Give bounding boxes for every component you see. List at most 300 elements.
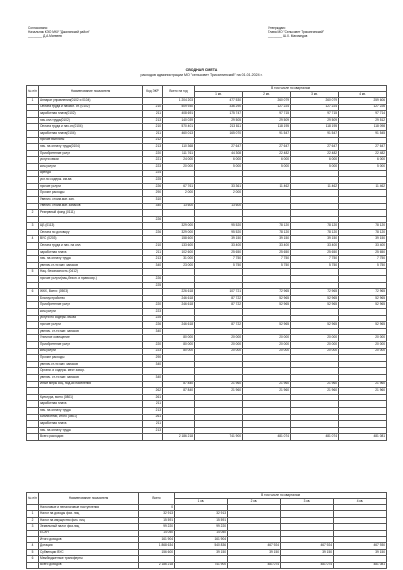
document-subtitle: расходов администрации МО "сельсовет Трисангинский" на 01.01.2024 г. (140, 73, 263, 77)
table-cell: 0 (139, 505, 175, 511)
table-cell (339, 361, 387, 368)
table-cell (195, 407, 243, 414)
table-cell: Оплата труда и нач. на опл. (39, 243, 143, 250)
table-cell: Уличное освещение (39, 335, 143, 342)
table-cell: 224 (143, 170, 163, 177)
table-cell: Резервный фонд (0111) (39, 210, 143, 217)
table-row (27, 355, 387, 362)
table-cell: 210 (143, 124, 163, 131)
table-cell: 127 224 (243, 104, 291, 111)
table-cell (27, 414, 39, 421)
table-cell (163, 368, 195, 375)
table-cell: 1 (27, 98, 39, 105)
table-cell: ЖКХ, Всего: (0503) (39, 289, 143, 296)
table-cell: Увелич. стоим.мат. запасов (39, 203, 143, 210)
table-cell: 467 924 (281, 543, 334, 549)
table-cell: 2 000 (163, 190, 195, 197)
table-cell (163, 170, 195, 177)
table-cell: 21 960 (195, 388, 243, 395)
table-cell: 78 120 (339, 223, 387, 230)
table-cell (27, 328, 39, 335)
table-cell: Межбюджетные трансферты (39, 556, 139, 562)
table-cell (39, 282, 143, 289)
table-cell (339, 190, 387, 197)
table-cell (163, 361, 195, 368)
table-cell (195, 216, 243, 223)
table-cell: Культура, всего (0801) (39, 394, 143, 401)
approval-block-right (268, 26, 388, 38)
table-cell: 127 226 (339, 104, 387, 111)
table-cell: 20 000 (291, 335, 339, 342)
approval-right-line-1: Утверждаю: (268, 26, 286, 30)
table-cell: 7 750 (291, 256, 339, 263)
table-cell: 107 721 (195, 289, 243, 296)
table-cell: Дотация (39, 543, 139, 549)
table-cell: 29 509 (291, 117, 339, 124)
table-cell: нач. на оплату труда (39, 407, 143, 414)
table-cell: 481 074 (243, 434, 291, 441)
table-cell: 467 930 (334, 543, 387, 549)
table-cell: 481 074 (281, 562, 334, 568)
col-header-q1: 1 кв. (195, 92, 243, 98)
table-cell (195, 276, 243, 283)
table-cell: заработная плата (39, 249, 143, 256)
table-cell: 213 (143, 427, 163, 434)
table-cell (27, 117, 39, 124)
table-cell: 211 (143, 249, 163, 256)
table-row (27, 309, 387, 316)
table-cell (143, 295, 163, 302)
table-cell: прочие выплаты (39, 137, 143, 144)
table-cell: Приобретение услуг (39, 150, 143, 157)
table-cell (339, 421, 387, 428)
table-cell: 25 650 (291, 249, 339, 256)
table-cell: 20 000 (195, 335, 243, 342)
table-cell (27, 374, 39, 381)
table-row (27, 190, 387, 197)
income-header-name: Наименование показателя (39, 493, 139, 505)
table-cell: увелич. ст-ти мат. запасов (39, 374, 143, 381)
table-cell: заработная плата (39, 401, 143, 408)
table-row (27, 183, 387, 190)
table-cell (339, 368, 387, 375)
table-cell (27, 434, 39, 441)
col-header-code: Код ЭКР (143, 86, 163, 98)
table-cell (243, 282, 291, 289)
table-cell (163, 282, 195, 289)
table-cell (39, 388, 143, 395)
table-cell: 80 000 (163, 341, 195, 348)
table-cell: 118 098 (339, 124, 387, 131)
table-cell: Оплата труда и нач.от.(0104) (39, 124, 143, 131)
table-cell: 1 868 634 (139, 543, 175, 549)
table-cell: 99 220 (139, 524, 175, 530)
table-cell: 22 482 (291, 150, 339, 157)
table-cell (27, 295, 39, 302)
table-cell: 5 750 (243, 262, 291, 269)
table-cell: 33 400 (243, 243, 291, 250)
table-cell: 6 000 (291, 157, 339, 164)
table-cell (243, 177, 291, 184)
table-cell: 31 000 (163, 256, 195, 263)
table-cell (339, 414, 387, 421)
table-cell: 481 074 (228, 562, 281, 568)
table-cell (27, 388, 39, 395)
table-cell (27, 394, 39, 401)
table-cell (163, 137, 195, 144)
table-cell (195, 414, 243, 421)
table-cell (339, 394, 387, 401)
table-cell: 21 960 (291, 381, 339, 388)
table-cell: Оплата труда и начисл. от. (0102) (39, 104, 143, 111)
table-cell (291, 282, 339, 289)
table-cell (27, 276, 39, 283)
table-cell: 290 (143, 355, 163, 362)
table-cell: Итого доходов (39, 536, 139, 542)
table-cell: 27 647 (195, 144, 243, 151)
table-cell (243, 394, 291, 401)
table-cell (243, 315, 291, 322)
table-cell: 52 965 (243, 322, 291, 329)
table-cell: 340 (143, 361, 163, 368)
table-cell: 78 120 (243, 229, 291, 236)
table-cell: 221 (143, 157, 163, 164)
income-table-body (27, 505, 387, 569)
table-cell: 25 650 (339, 249, 387, 256)
table-row (27, 124, 387, 131)
table-cell (27, 216, 39, 223)
table-cell (243, 328, 291, 335)
table-cell (291, 355, 339, 362)
table-cell (27, 130, 39, 137)
table-row (27, 381, 387, 388)
table-cell (291, 269, 339, 276)
table-cell (27, 163, 39, 170)
table-cell: ВУС (0203) (39, 236, 143, 243)
table-cell: ЕСХН (39, 530, 139, 536)
table-cell: 80 000 (163, 348, 195, 355)
table-cell: 1 204 203 (163, 98, 195, 105)
table-cell: 11 462 (243, 183, 291, 190)
table-cell: 20 000 (195, 341, 243, 348)
table-cell: 21 960 (243, 388, 291, 395)
table-cell (195, 368, 243, 375)
table-cell: 310 (143, 196, 163, 203)
table-cell: 225 (143, 315, 163, 322)
table-cell: 7 750 (195, 256, 243, 263)
table-row (27, 104, 387, 111)
table-cell: Приобретение услуг (39, 302, 143, 309)
table-cell (27, 355, 39, 362)
table-cell: 52 965 (291, 302, 339, 309)
table-cell: 213 (143, 144, 163, 151)
table-cell: услуги по содерж. им-ва (39, 315, 143, 322)
table-cell (339, 276, 387, 283)
table-cell: 95 520 (195, 229, 243, 236)
table-cell: нач. на оплату труда (39, 427, 143, 434)
table-cell: 44 308 (195, 150, 243, 157)
table-cell: 39 150 (243, 236, 291, 243)
table-cell: 226 (143, 229, 163, 236)
table-cell: 99 220 (175, 524, 228, 530)
table-cell: 161 904 (139, 536, 175, 542)
table-cell (27, 381, 39, 388)
table-cell (27, 421, 39, 428)
table-cell: увелич. ст-ти мат. запасов (39, 328, 143, 335)
table-row (27, 289, 387, 296)
income-header-q1: 1 кв. (175, 499, 228, 505)
table-cell: 260 079 (243, 98, 291, 105)
table-cell: 477 530 (195, 98, 243, 105)
table-cell (243, 216, 291, 223)
table-cell: 210 (143, 104, 163, 111)
table-cell: 23 000 (163, 262, 195, 269)
table-cell (291, 203, 339, 210)
table-cell: 213 811 (195, 124, 243, 131)
table-cell: 213 (143, 407, 163, 414)
table-cell (243, 210, 291, 217)
table-cell (27, 322, 39, 329)
table-cell (291, 407, 339, 414)
table-cell: 52 965 (243, 295, 291, 302)
table-cell: 110 368 (163, 144, 195, 151)
income-header-q2: 2 кв. (228, 499, 281, 505)
table-row (27, 216, 387, 223)
table-cell: 213 (143, 256, 163, 263)
table-cell: заработная плата (39, 421, 143, 428)
table-cell (27, 137, 39, 144)
table-cell (195, 401, 243, 408)
table-cell: 39 150 (334, 549, 387, 555)
table-cell: 33 400 (195, 243, 243, 250)
table-row (27, 130, 387, 137)
table-cell: 20 000 (243, 341, 291, 348)
table-row (27, 196, 387, 203)
income-header-total: Всего (139, 493, 175, 505)
table-cell: 408 691 (163, 111, 195, 118)
table-cell (27, 427, 39, 434)
table-cell: 340 (143, 262, 163, 269)
table-cell: 97 715 (243, 111, 291, 118)
table-cell: 246 618 (163, 322, 195, 329)
table-cell (163, 315, 195, 322)
table-cell: 11 462 (339, 183, 387, 190)
table-cell: 52 965 (339, 302, 387, 309)
table-cell: 210 (143, 243, 163, 250)
table-row (27, 401, 387, 408)
document-title: СВОДНАЯ СМЕТА (185, 68, 218, 72)
table-cell (27, 262, 39, 269)
table-cell: 2 186 218 (139, 562, 175, 568)
table-cell: 21 960 (243, 381, 291, 388)
table-cell (195, 282, 243, 289)
table-row (27, 394, 387, 401)
table-cell (291, 190, 339, 197)
table-cell: 97 715 (291, 111, 339, 118)
table-cell (163, 328, 195, 335)
table-cell: 223 (143, 163, 163, 170)
table-cell: 78 120 (291, 223, 339, 230)
table-cell: 27 647 (339, 144, 387, 151)
table-cell (143, 289, 163, 296)
table-cell (291, 427, 339, 434)
table-row (27, 111, 387, 118)
table-cell (243, 355, 291, 362)
table-cell: 329 000 (163, 229, 195, 236)
table-cell: 127 224 (291, 104, 339, 111)
table-cell (143, 434, 163, 441)
table-cell (27, 124, 39, 131)
table-cell (291, 177, 339, 184)
table-cell: 32 913 (139, 511, 175, 517)
table-cell: 95 520 (195, 223, 243, 230)
table-cell: Всего доходов (39, 562, 139, 568)
table-cell: 7 750 (339, 256, 387, 263)
table-cell (291, 210, 339, 217)
table-cell (163, 276, 195, 283)
table-row (27, 322, 387, 329)
table-cell (243, 203, 291, 210)
table-cell (243, 170, 291, 177)
table-cell: 5 750 (195, 262, 243, 269)
table-cell: 80 000 (163, 335, 195, 342)
table-cell: 33 361 (195, 183, 243, 190)
table-cell: 509 930 (163, 104, 195, 111)
table-cell (339, 170, 387, 177)
table-cell: 39 150 (281, 549, 334, 555)
table-cell (195, 210, 243, 217)
table-cell (143, 269, 163, 276)
table-cell: 261 (143, 414, 163, 421)
table-cell: нач. на оплату труда (39, 256, 143, 263)
table-cell: 97 714 (339, 111, 387, 118)
table-cell (27, 144, 39, 151)
table-cell (27, 315, 39, 322)
table-cell: 20 000 (195, 348, 243, 355)
table-cell (143, 98, 163, 105)
table-cell: 140 039 (163, 117, 195, 124)
table-cell: 460 013 (163, 130, 195, 137)
table-cell: 15 591 (175, 517, 228, 523)
table-row (27, 98, 387, 105)
table-cell (195, 269, 243, 276)
table-cell: 11 462 (291, 183, 339, 190)
table-cell: 20 000 (291, 341, 339, 348)
table-cell: 14 050 (139, 530, 175, 536)
table-cell (195, 394, 243, 401)
table-cell: 223 (143, 348, 163, 355)
table-cell (27, 157, 39, 164)
table-cell: 52 965 (339, 322, 387, 329)
col-header-name: Наименование показателя (39, 86, 143, 98)
table-cell (243, 361, 291, 368)
table-row (27, 229, 387, 236)
table-cell: 25 650 (243, 249, 291, 256)
table-cell (339, 196, 387, 203)
table-cell: Органи. и содерж. мест захор. (39, 368, 143, 375)
table-cell: 39 150 (175, 549, 228, 555)
table-row (27, 328, 387, 335)
table-cell (291, 276, 339, 283)
table-row (27, 157, 387, 164)
table-cell (243, 401, 291, 408)
table-row (27, 203, 387, 210)
table-cell: 14 050 (175, 530, 228, 536)
table-cell (195, 328, 243, 335)
table-row (27, 341, 387, 348)
table-cell (339, 407, 387, 414)
table-cell: Земельный налог физ.лиц (39, 524, 139, 530)
table-cell (27, 348, 39, 355)
income-header-quarters: В том числе по кварталам (175, 493, 387, 499)
table-cell (243, 269, 291, 276)
table-cell (243, 276, 291, 283)
table-cell (163, 421, 195, 428)
table-row (27, 210, 387, 217)
table-cell: ком.услуги (39, 309, 143, 316)
table-cell (27, 361, 39, 368)
table-row (27, 137, 387, 144)
col-header-total: Всего на год (163, 86, 195, 98)
table-cell: прочие услуги(нац.безоп. и правоохр.) (39, 276, 143, 283)
table-cell (291, 315, 339, 322)
table-cell: 5 000 (291, 163, 339, 170)
table-cell (27, 104, 39, 111)
table-cell (339, 401, 387, 408)
table-cell: 161 904 (175, 536, 228, 542)
table-cell (163, 374, 195, 381)
table-cell: 212 (143, 137, 163, 144)
table-cell: 225 (143, 282, 163, 289)
table-cell (195, 177, 243, 184)
table-cell: Прочие расходы (39, 190, 143, 197)
expense-table-body (27, 98, 387, 441)
table-cell: ЦБ (0113) (39, 223, 143, 230)
table-cell: 1 (27, 511, 39, 517)
table-cell: 741 900 (195, 434, 243, 441)
table-cell (243, 309, 291, 316)
table-cell: 67 761 (163, 183, 195, 190)
table-cell (339, 355, 387, 362)
table-cell (339, 309, 387, 316)
table-cell (195, 361, 243, 368)
table-cell: 260 079 (291, 98, 339, 105)
table-cell: 246 618 (163, 295, 195, 302)
table-cell (27, 401, 39, 408)
table-cell (291, 374, 339, 381)
table-cell (195, 421, 243, 428)
table-cell: 52 965 (291, 322, 339, 329)
table-cell (339, 269, 387, 276)
col-header-q3: 3 кв. (291, 92, 339, 98)
table-cell: 6 000 (195, 157, 243, 164)
expense-table (26, 85, 387, 441)
table-cell: 261 (143, 394, 163, 401)
table-cell (339, 203, 387, 210)
table-cell (339, 315, 387, 322)
table-cell: 87 840 (163, 388, 195, 395)
approval-left-line-2: Начальник КЭО МКУ "Джалинский район" (28, 30, 90, 34)
table-cell: 225 (143, 177, 163, 184)
table-cell (195, 374, 243, 381)
table-cell: 133 600 (163, 243, 195, 250)
table-cell: 223 (143, 309, 163, 316)
table-cell: Всего расходов: (39, 434, 143, 441)
table-cell (27, 341, 39, 348)
table-cell (27, 562, 39, 568)
table-cell (195, 196, 243, 203)
table-cell (291, 361, 339, 368)
